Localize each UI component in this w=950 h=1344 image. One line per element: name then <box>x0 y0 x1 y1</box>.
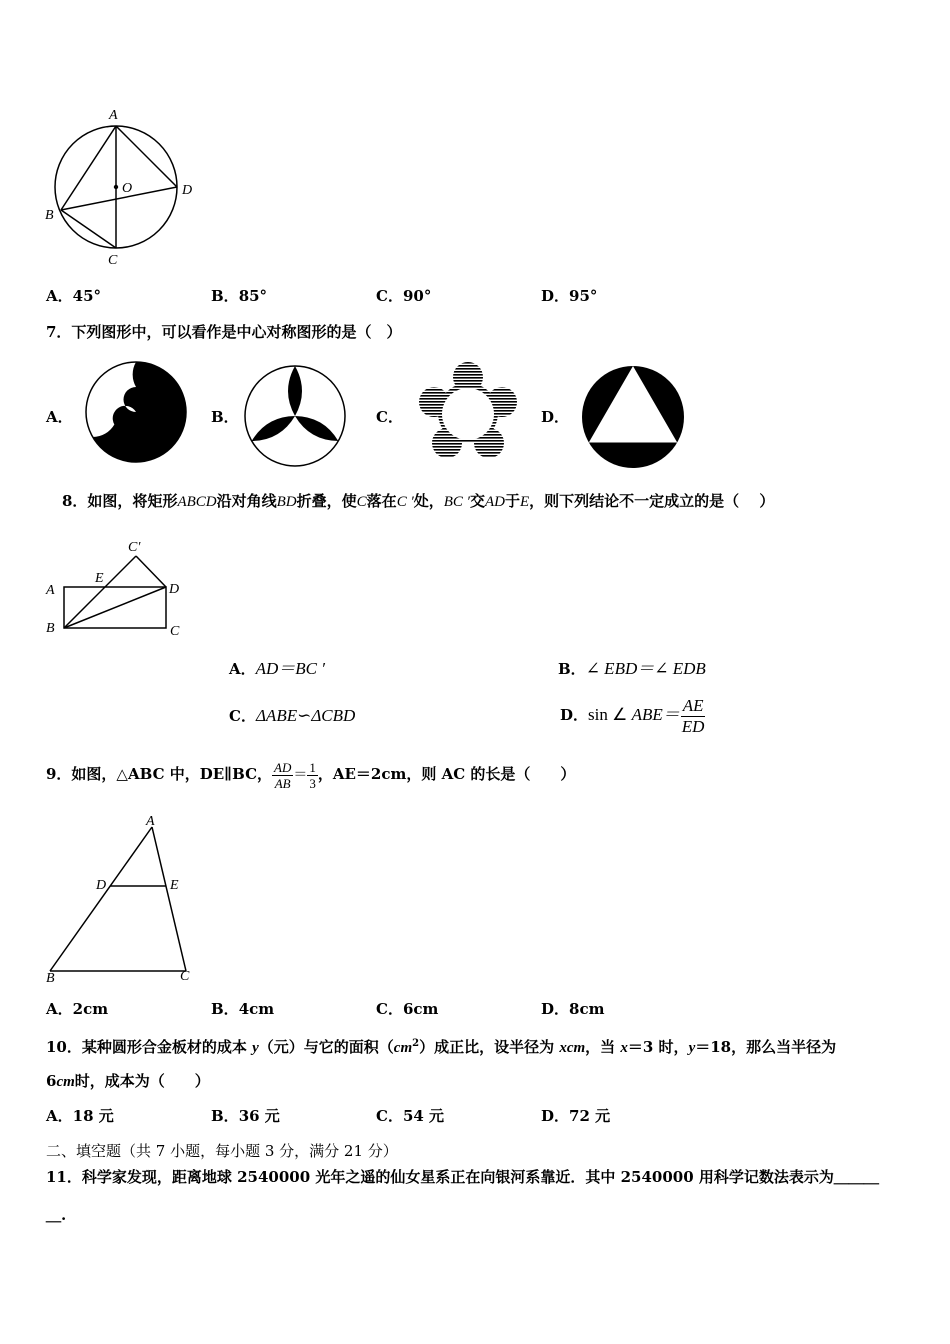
q8-option-c: C．ΔABE∽ΔCBD <box>229 706 356 725</box>
q9-option-d: D．8cm <box>541 1000 605 1018</box>
q9-label-d: D <box>96 878 107 893</box>
q8-label-e: E <box>95 571 104 586</box>
q8-option-a: A．AD＝BC ′ <box>229 659 325 678</box>
q10-option-b: B．36 元 <box>211 1107 280 1125</box>
q7-figure-d-triangle-in-circle <box>580 364 686 470</box>
q7-stem: 7．下列图形中，可以看作是中心对称图形的是（ ） <box>46 323 402 341</box>
q8-label-d: D <box>169 582 180 597</box>
q7-option-b-label: B． <box>211 408 239 426</box>
q8-label-b: B <box>46 621 55 636</box>
q9-stem: 9．如图，△ABC 中，DE∥BC， $\frac{AD}{AB}$ ＝ $\frac{1}{3}$ ，AE＝2cm，则 AC 的长是（ ） <box>46 759 576 791</box>
q7-option-a-label: A． <box>46 408 73 426</box>
q10-option-c: C．54 元 <box>376 1107 445 1125</box>
q7-figure-b-three-petals <box>243 364 347 468</box>
q8-d-frac-den: ED <box>681 716 705 736</box>
q9-option-a: A．2cm <box>46 1000 109 1018</box>
q8-rectangle-fold-figure <box>40 535 200 640</box>
q6-option-d: D．95° <box>541 287 598 305</box>
q6-label-o: O <box>122 181 133 196</box>
q10-stem-line1: 10．某种圆形合金板材的成本 y（元）与它的面积$(cm^2)$成正比，设半径为 xcm，当 x＝3 时，y＝18，那么当半径为 <box>46 1038 837 1056</box>
q8-d-frac-num: AE <box>682 695 704 715</box>
q11-stem-line2: ＿. <box>46 1206 67 1224</box>
q7-option-d-label: D． <box>541 408 570 426</box>
q9-option-b: B．4cm <box>211 1000 275 1018</box>
q8-label-a: A <box>46 583 55 598</box>
q9-label-e: E <box>170 878 179 893</box>
q7-option-c-label: C． <box>376 408 403 426</box>
q8-option-b: B．∠ EBD＝∠ EDB <box>558 659 706 678</box>
q8-option-d: D．sin ∠ ABE＝ $\frac{AE}{ED}$ <box>560 695 705 736</box>
q9-option-c: C．6cm <box>376 1000 439 1018</box>
q10-option-d: D．72 元 <box>541 1107 611 1125</box>
q6-option-a: A．45° <box>46 287 102 305</box>
q6-label-a: A <box>109 108 118 123</box>
q7-figure-c-striped-flower <box>414 362 522 464</box>
q6-option-c: C．90° <box>376 287 432 305</box>
q9-label-b: B <box>46 971 55 985</box>
section2-heading: 二、填空题（共 7 小题，每小题 3 分，满分 21 分） <box>46 1142 398 1160</box>
q7-figure-a-tomoe <box>84 360 188 464</box>
q8-label-c1: C′ <box>128 540 141 555</box>
q9-label-c: C <box>180 969 190 984</box>
q9-triangle-figure <box>40 810 200 985</box>
q10-option-a: A．18 元 <box>46 1107 114 1125</box>
q6-label-d: D <box>182 183 193 198</box>
q10-stem-line2: 6cm时，成本为（ ） <box>46 1072 210 1090</box>
q8-stem: 8．如图，将矩形ABCD沿对角线BD折叠，使C落在C ′处，BC ′交AD于E，则下列结论不一定成立的是（ ） <box>62 492 775 510</box>
q6-option-b: B．85° <box>211 287 268 305</box>
q6-circle-figure <box>40 105 210 270</box>
q6-label-c: C <box>108 253 118 268</box>
q6-label-b: B <box>45 208 54 223</box>
q11-stem-line1: 11．科学家发现，距离地球 2540000 光年之遥的仙女星系正在向银河系靠近．其中 2540000 用科学记数法表示为＿＿＿ <box>46 1168 879 1186</box>
q9-label-a: A <box>146 814 155 829</box>
q8-label-c: C <box>170 624 180 639</box>
